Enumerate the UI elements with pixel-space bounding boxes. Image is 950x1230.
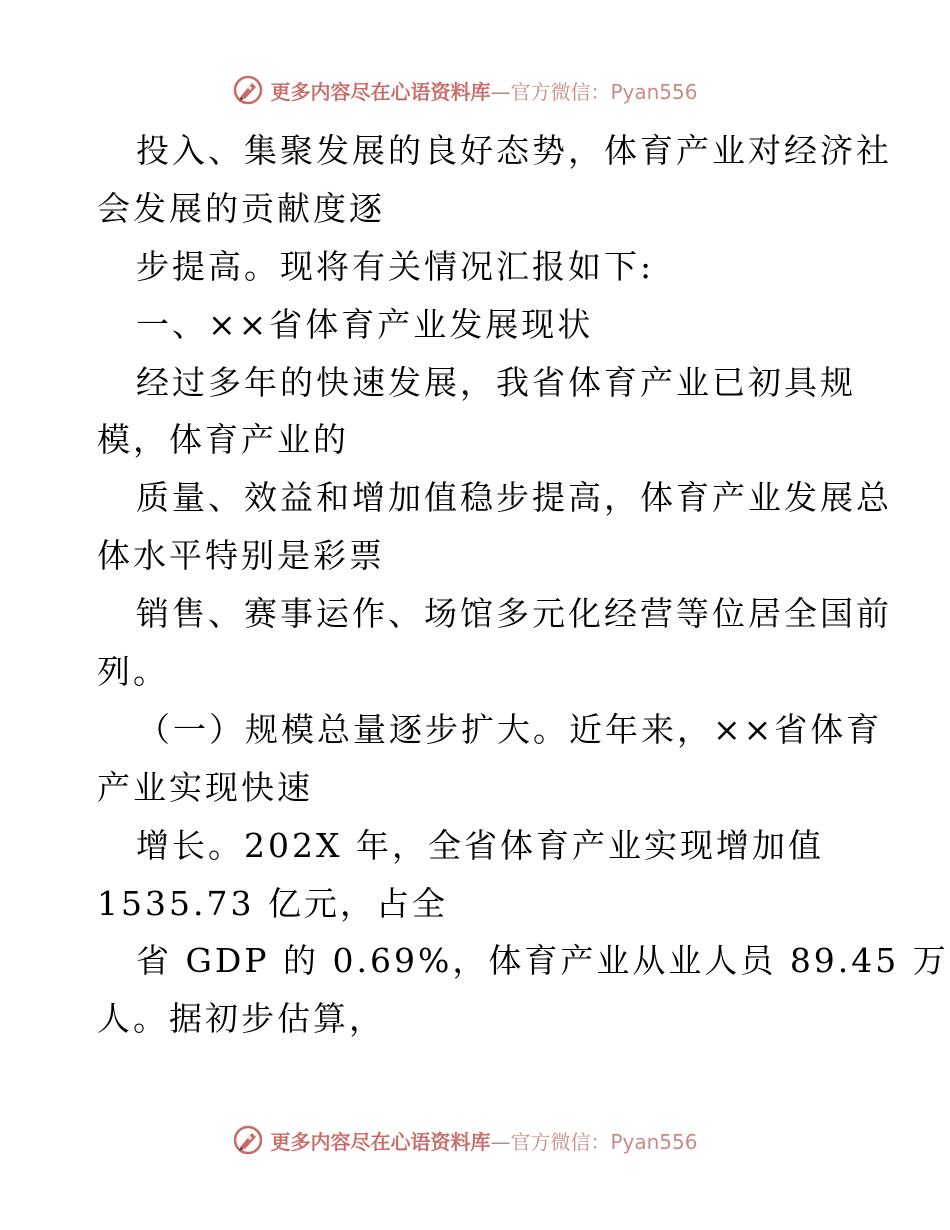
subsection-line: （一）规模总量逐步扩大。近年来，××省体育 (137, 709, 883, 749)
section-heading: 一、××省体育产业发展现状 (136, 304, 594, 344)
watermark-main-text: 更多内容尽在心语资料库 (270, 79, 491, 104)
pen-nib-logo-icon (232, 74, 264, 106)
text-line: 模，体育产业的 (97, 420, 349, 460)
watermark-text (270, 1126, 697, 1155)
watermark-separator: — (490, 1129, 511, 1154)
text-line: 省 GDP 的 0.69%，体育产业从业人员 89.45 万 (136, 941, 949, 981)
text-line: 投入、集聚发展的良好态势，体育产业对经济社 (136, 131, 892, 170)
text-line: 体水平特别是彩票 (97, 536, 385, 576)
header-watermark (0, 70, 950, 110)
watermark-text (270, 76, 697, 105)
text-line: 1535.73 亿元，占全 (97, 883, 448, 923)
footer-watermark (0, 1120, 950, 1160)
text-line: 人。据初步估算， (97, 999, 385, 1039)
text-line: 步提高。现将有关情况汇报如下: (136, 246, 655, 286)
text-line: 产业实现快速 (97, 767, 313, 807)
watermark-main-text: 更多内容尽在心语资料库 (270, 1129, 491, 1154)
text-line: 质量、效益和增加值稳步提高，体育产业发展总 (136, 478, 892, 518)
pen-nib-logo-icon (232, 1124, 264, 1156)
document-body (97, 122, 949, 1048)
text-line: 增长。202X 年，全省体育产业实现增加值 (136, 825, 824, 865)
watermark-separator: — (490, 79, 511, 104)
text-line: 列。 (97, 652, 169, 692)
text-line: 销售、赛事运作、场馆多元化经营等位居全国前 (136, 594, 892, 634)
text-line: 经过多年的快速发展，我省体育产业已初具规 (136, 362, 856, 402)
watermark-wechat-text: 官方微信：Pyan556 (510, 1129, 698, 1154)
watermark-wechat-text: 官方微信：Pyan556 (510, 79, 698, 104)
text-line: 会发展的贡献度逐 (97, 188, 385, 228)
